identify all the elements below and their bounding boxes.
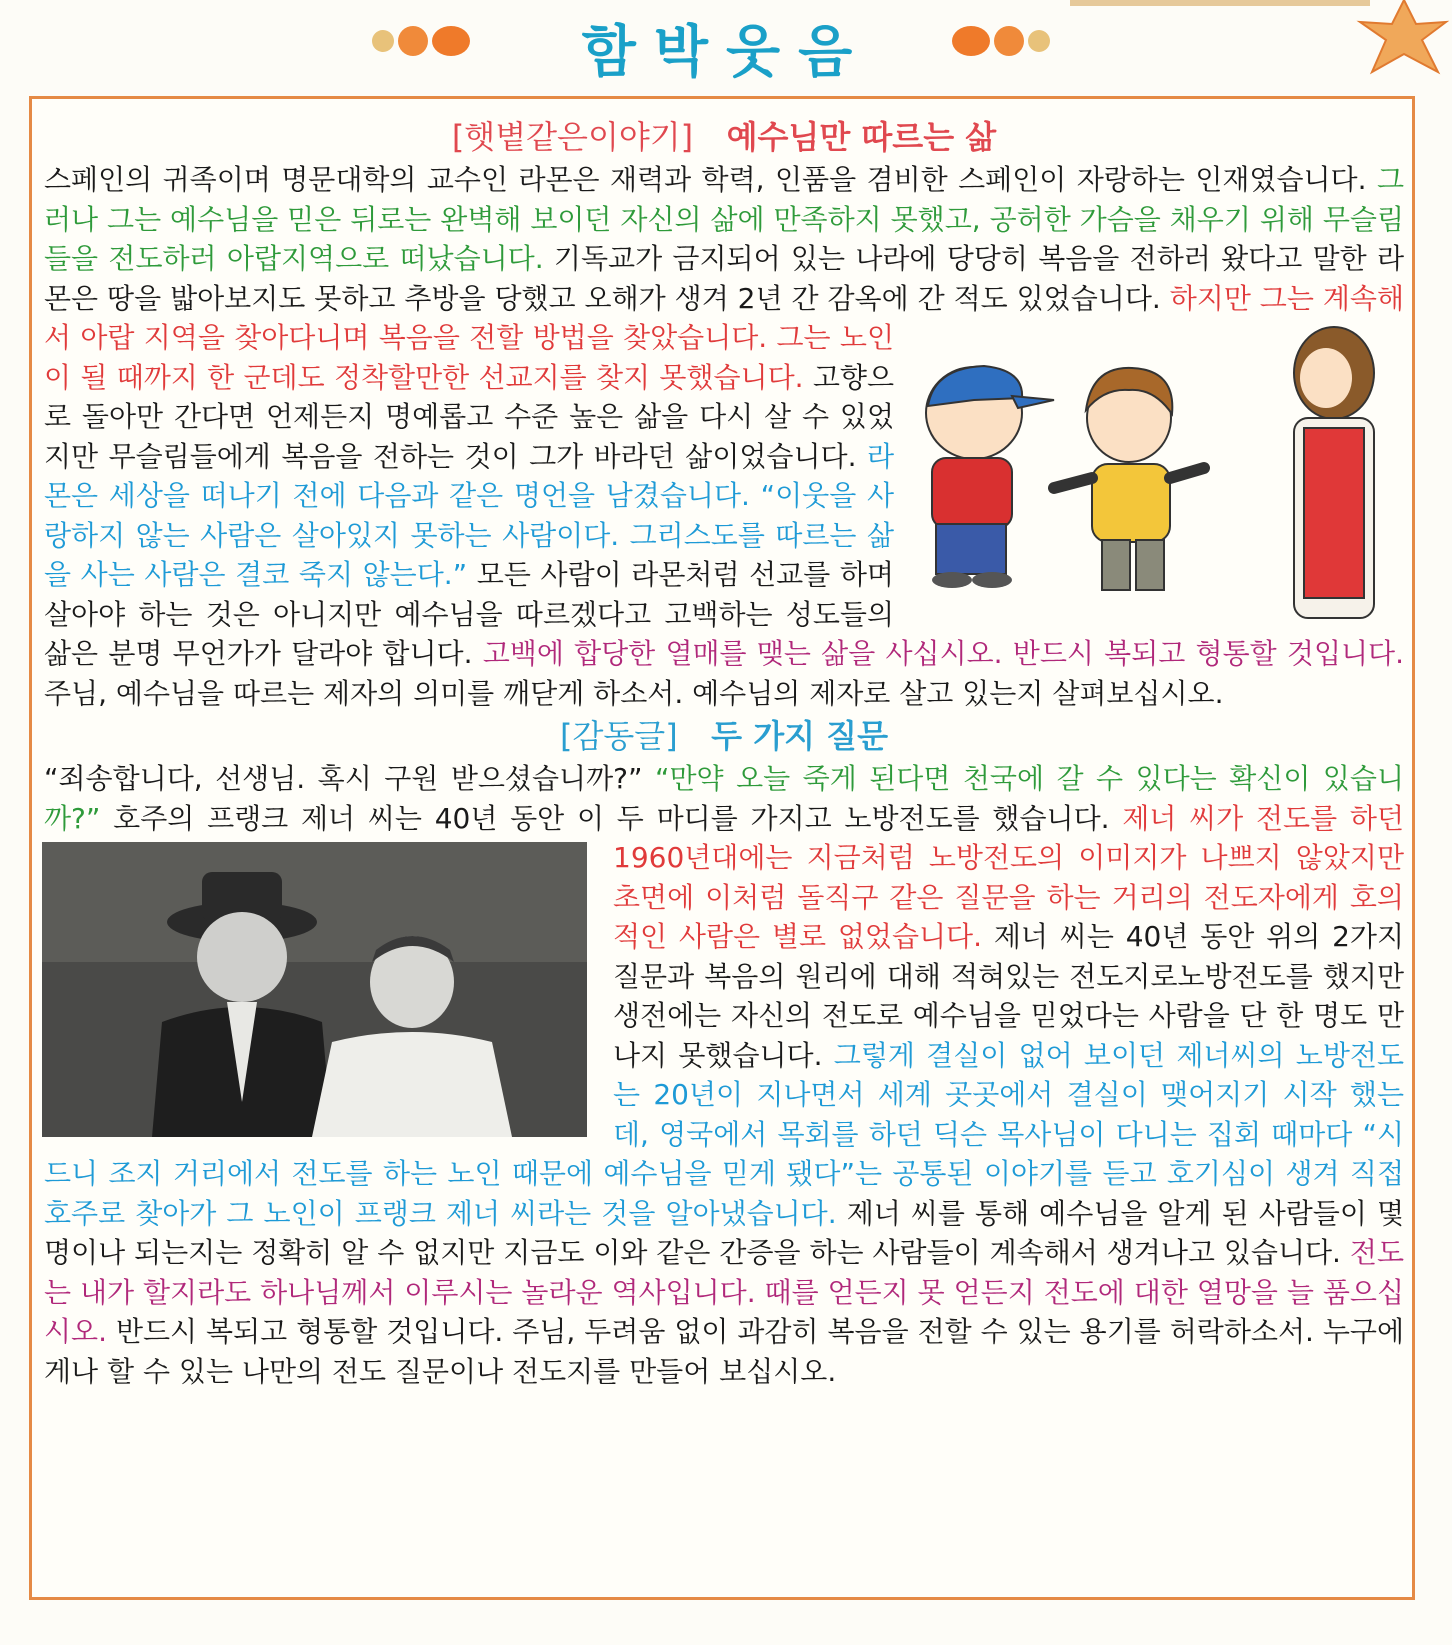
story2-text-d: 제너 씨가 전도를 하던 1960년대에는 지금처럼 노방전도의 이미지가 나쁘지 않았지만 초면에 이처럼 돌직구 같은 질문을 하는 거리의 전도자에게 호의적인 사람은 별로 없었습니다. [613,801,1404,953]
story2-text-a: “죄송합니다, 선생님. 혹시 구원 받으셨습니까?” [44,762,655,795]
story2-heading [44,713,1404,759]
story1-text-d: 하지만 그는 계속해서 아랍 지역을 찾아다니며 복음을 전할 방법을 찾았습니다. 그는 노인이 될 때까지 한 군데도 정착할만한 선교지를 찾지 못했습니다. [44,281,1404,394]
story1-text-e: 고향으로 돌아만 간다면 언제든지 명예롭고 수준 높은 삶을 다시 살 수 있었지만 무슬림들에게 복음을 전하는 것이 그가 바라던 삶이었습니다. [44,360,895,473]
story1-text-c: 기독교가 금지되어 있는 나라에 당당히 복음을 전하러 왔다고 말한 라몬은 땅을 밟아보지도 못하고 추방을 당했고 오해가 생겨 2년 간 감옥에 간 적도 있었습니다. [44,242,1404,315]
story2-paragraph [44,759,1404,1391]
story1-text-a: 스페인의 귀족이며 명문대학의 교수인 라몬은 재력과 학력, 인품을 겸비한 스페인이 자랑하는 인재였습니다. [44,163,1377,196]
story1-text-h: 고백에 합당한 열매를 맺는 삶을 사십시오. 반드시 복되고 형통할 것입니다. [482,637,1404,670]
header-decor-line [1070,0,1370,6]
story1-text-i: 주님, 예수님을 따르는 제자의 의미를 깨닫게 하소서. 예수님의 제자로 살고 있는지 살펴보십시오. [44,676,1224,710]
story1-tag: [햇볕같은이야기] [451,118,694,156]
story2-text-f: 그렇게 결실이 없어 보이던 제너씨의 노방전도는 20년이 지나면서 세계 곳곳에서 결실이 맺어지기 시작 했는데, 영국에서 목회를 하던 딕슨 목사님이 다니는 집회 때마다 “시드니 조지 거리에서 전도를 하는 노인 때문에 예수님을 믿게 됐다”는 공통된 이야기를 듣고 호기심이 생겨 직접 호주로 찾아가 그 노인이 프랭크 제너 씨라는 것을 알아냈습니다. [44,1038,1404,1230]
story1-text-g: 모든 사람이 라몬처럼 선교를 하며 살아야 하는 것은 아니지만 예수님을 따르겠다고 고백하는 성도들의 삶은 분명 무언가가 달라야 합니다. [44,558,894,670]
page-title: 함박웃음 [581,20,871,85]
story2-text-b: “만약 오늘 죽게 된다면 천국에 갈 수 있다는 확신이 있습니까?” [44,762,1404,835]
story2-tag: [감동글] [560,717,678,755]
story2-text-c: 호주의 프랭크 제너 씨는 40년 동안 이 두 마디를 가지고 노방전도를 했습니다. [100,801,1123,835]
story1-heading [44,114,1404,160]
cartoon-illustration [914,318,1404,628]
story2-text-i: 반드시 복되고 형통할 것입니다. 주님, 두려움 없이 과감히 복음을 전할 수 있는 용기를 허락하소서. 누구에게나 할 수 있는 나만의 전도 질문이나 전도지를 만들어 보십시오. [44,1315,1404,1388]
star-icon [1342,0,1452,80]
story1-text-f: 라몬은 세상을 떠나기 전에 다음과 같은 명언을 남겼습니다. “이웃을 사랑하지 않는 사람은 살아있지 못하는 사람이다. 그리스도를 따르는 삶을 사는 사람은 결코 죽지 않는다.” [44,439,894,591]
story1-title: 예수님만 따르는 삶 [726,118,997,156]
story2-text-g: 제너 씨를 통해 예수님을 알게 된 사람들이 몇 명이나 되는지는 정확히 알 수 없지만 지금도 이와 같은 간증을 하는 사람들이 계속해서 생겨나고 있습니다. [44,1196,1404,1269]
story1-text-b: 그러나 그는 예수님을 믿은 뒤로는 완벽해 보이던 자신의 삶에 만족하지 못했고, 공허한 가슴을 채우기 위해 무슬림들을 전도하러 아랍지역으로 떠났습니다. [44,163,1404,275]
story1-paragraph [44,160,1404,713]
story2-text-h: 전도는 내가 할지라도 하나님께서 이루시는 놀라운 역사입니다. 때를 얻든지 못 얻든지 전도에 대한 열망을 늘 품으십시오. [44,1236,1404,1348]
story2-text-e: 제너 씨는 40년 동안 위의 2가지 질문과 복음의 원리에 대해 적혀있는 전도지로노방전도를 했지만 생전에는 자신의 전도로 예수님을 믿었다는 사람을 단 한 명도 만나지 못했습니다. [613,920,1404,1072]
decor-dots-right [950,26,1052,58]
photo-two-men [42,842,587,1137]
page-header [0,0,1452,96]
article-content [44,114,1404,1391]
story2-title: 두 가지 질문 [711,717,888,755]
